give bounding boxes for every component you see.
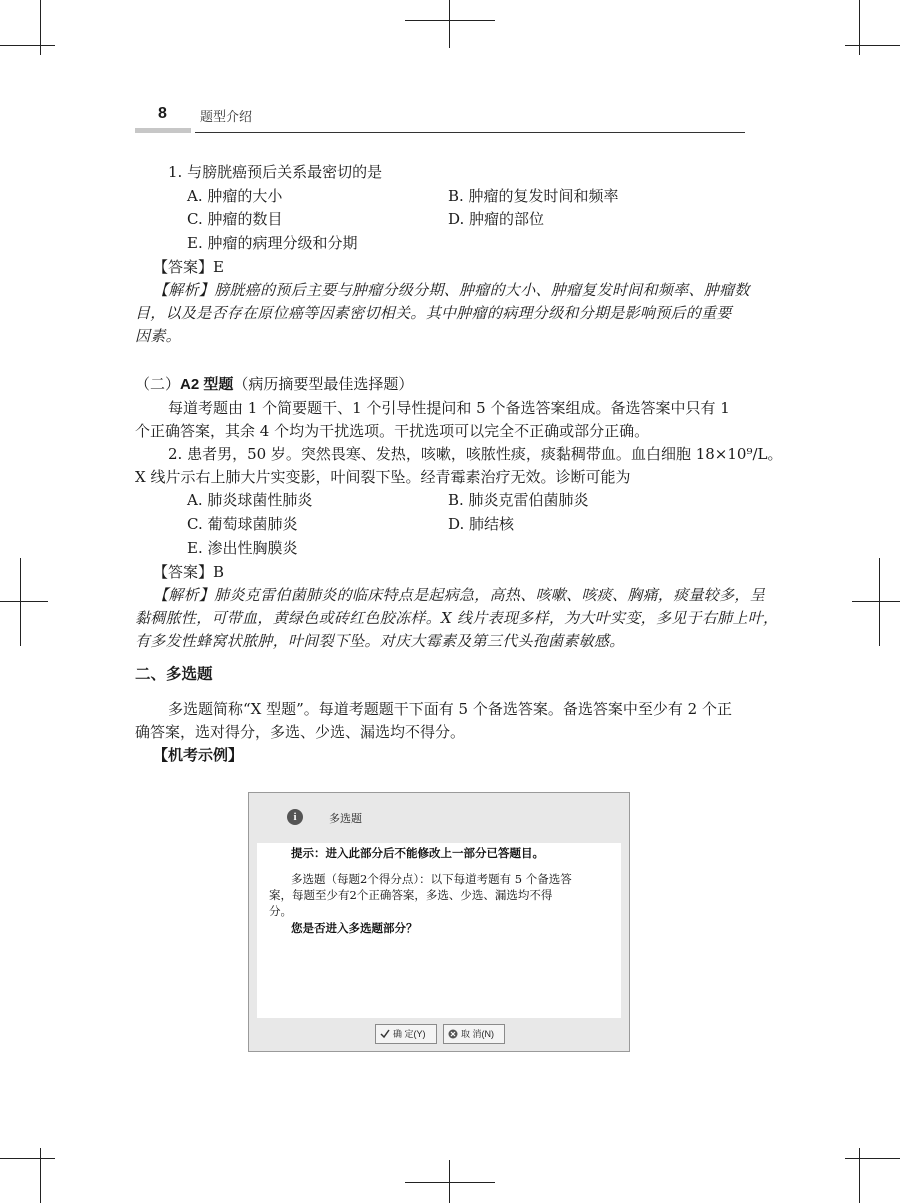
header-gray-bar (135, 128, 191, 133)
q1-option-a: A. 肿瘤的大小 (187, 187, 283, 205)
q2-option-c: C. 葡萄球菌肺炎 (187, 515, 298, 533)
multi-intro-line: 多选题简称“X 型题”。每道考题题干下面有 5 个备选答案。备选答案中至少有 2 个正 (168, 700, 732, 718)
q1-option-e: E. 肿瘤的病理分级和分期 (187, 234, 358, 252)
dialog-body-line: 案，每题至少有2个正确答案，多选、少选、漏选均不得 (269, 888, 553, 902)
dialog-body (257, 843, 621, 1018)
running-header-title: 题型介绍 (200, 110, 253, 125)
q2-option-a: A. 肺炎球菌性肺炎 (187, 491, 313, 509)
q2-option-b: B. 肺炎克雷伯菌肺炎 (448, 491, 589, 509)
section-multi-heading: 二、多选题 (135, 666, 213, 683)
q2-answer: 【答案】B (153, 563, 225, 581)
q2-stem-line: 2. 患者男，50 岁。突然畏寒、发热，咳嗽，咳脓性痰，痰黏稠带血。血白细胞 18×10⁹/L。 (168, 445, 783, 463)
dialog-hint: 提示：进入此部分后不能修改上一部分已答题目。 (291, 846, 544, 860)
q1-analysis-line: 【解析】膀胱癌的预后主要与肿瘤分级分期、肿瘤的大小、肿瘤复发时间和频率、肿瘤数 (153, 281, 750, 299)
header-rule (195, 132, 745, 133)
heading-prefix: （二） (135, 375, 181, 393)
q2-option-e: E. 渗出性胸膜炎 (187, 539, 298, 557)
a2-intro-line: 每道考题由 1 个简要题干、1 个引导性提问和 5 个备选答案组成。备选答案中只有 1 (168, 399, 730, 417)
q2-analysis-line: 【解析】肺炎克雷伯菌肺炎的临床特点是起病急，高热、咳嗽、咳痰、胸痛，痰量较多，呈 (153, 586, 766, 604)
dialog-body-line: 多选题（每题2个得分点）：以下每道考题有 5 个备选答 (291, 872, 572, 886)
q1-option-c: C. 肿瘤的数目 (187, 210, 283, 228)
confirm-label: 确 定(Y) (393, 1029, 426, 1039)
multi-intro-line: 确答案，选对得分，多选、少选、漏选均不得分。 (135, 723, 466, 741)
q1-answer: 【答案】E (153, 258, 224, 276)
q2-analysis-line: 黏稠脓性，可带血，黄绿色或砖红色胶冻样。X 线片表现多样，为大叶实变，多见于右肺上叶， (135, 609, 779, 627)
cancel-label: 取 消(N) (461, 1029, 494, 1039)
section-a2-heading (135, 373, 413, 396)
page-number: 8 (158, 105, 167, 122)
check-icon (380, 1029, 390, 1039)
q1-stem: 1. 与膀胱癌预后关系最密切的是 (168, 163, 383, 181)
cancel-button[interactable] (443, 1024, 505, 1044)
dialog-title: 多选题 (329, 813, 362, 825)
q2-option-d: D. 肺结核 (448, 515, 515, 533)
q1-option-d: D. 肿瘤的部位 (448, 210, 545, 228)
cancel-icon (448, 1029, 458, 1039)
info-icon: i (287, 809, 303, 825)
q1-analysis-line: 因素。 (135, 327, 181, 345)
q1-option-b: B. 肿瘤的复发时间和频率 (448, 187, 619, 205)
dialog-body-line: 分。 (269, 904, 292, 918)
heading-suffix: （病历摘要型最佳选择题） (233, 375, 414, 393)
example-label: 【机考示例】 (153, 747, 244, 764)
q2-analysis-line: 有多发性蜂窝状脓肿，叶间裂下坠。对庆大霉素及第三代头孢菌素敏感。 (135, 632, 625, 650)
heading-bold: A2 型题 (180, 376, 234, 393)
a2-intro-line: 个正确答案，其余 4 个均为干扰选项。干扰选项可以完全不正确或部分正确。 (135, 422, 650, 440)
q2-stem-line: X 线片示右上肺大片实变影，叶间裂下坠。经青霉素治疗无效。诊断可能为 (135, 468, 631, 486)
multi-choice-dialog (248, 792, 630, 1052)
q1-analysis-line: 目，以及是否存在原位癌等因素密切相关。其中肿瘤的病理分级和分期是影响预后的重要 (135, 304, 732, 322)
confirm-button[interactable] (375, 1024, 437, 1044)
dialog-question: 您是否进入多选题部分？ (291, 921, 418, 935)
